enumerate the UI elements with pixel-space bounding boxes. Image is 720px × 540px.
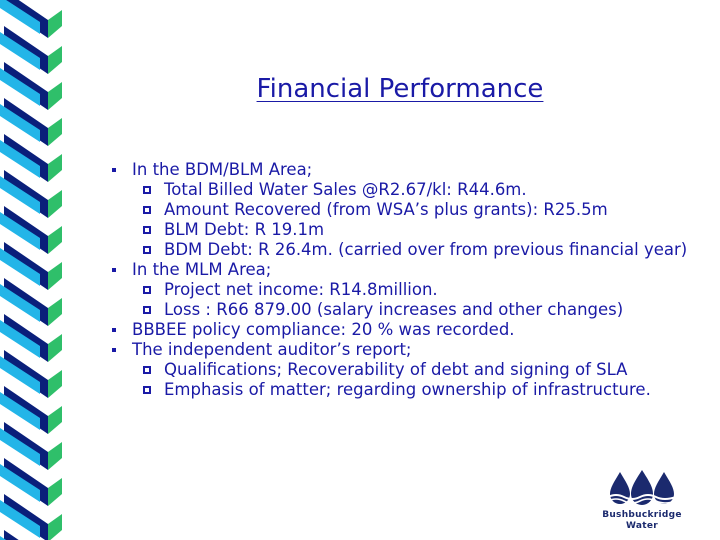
bullet-list xyxy=(112,160,712,400)
square-bullet-icon xyxy=(112,348,116,352)
bullet-bbbee xyxy=(112,320,712,340)
square-bullet-icon xyxy=(143,386,151,394)
sub-bullet-text: Project net income: R14.8million. xyxy=(164,280,438,299)
square-bullet-icon xyxy=(143,246,151,254)
square-bullet-icon xyxy=(112,328,116,332)
sub-bullet xyxy=(112,280,712,300)
logo-text-line2: Water xyxy=(625,521,659,531)
bullet-bdm-blm xyxy=(112,160,712,180)
square-bullet-icon xyxy=(143,306,151,314)
bullet-auditor xyxy=(112,340,712,360)
square-bullet-icon xyxy=(143,366,151,374)
sub-bullet xyxy=(112,180,712,200)
square-bullet-icon xyxy=(112,168,116,172)
square-bullet-icon xyxy=(112,268,116,272)
decorative-ribbon xyxy=(0,0,70,540)
sub-bullet-text: Loss : R66 879.00 (salary increases and other changes) xyxy=(164,300,624,319)
slide-title: Financial Performance xyxy=(256,74,544,104)
sub-bullet-text: Emphasis of matter; regarding ownership of infrastructure. xyxy=(164,380,651,399)
sub-bullet xyxy=(112,240,712,260)
square-bullet-icon xyxy=(143,206,151,214)
sub-bullet xyxy=(112,300,712,320)
sub-bullet xyxy=(112,360,712,380)
bullet-text: In the BDM/BLM Area; xyxy=(132,160,313,179)
square-bullet-icon xyxy=(143,186,151,194)
square-bullet-icon xyxy=(143,226,151,234)
sub-bullet-text: BDM Debt: R 26.4m. (carried over from previous financial year) xyxy=(164,240,688,259)
bullet-text: In the MLM Area; xyxy=(132,260,272,279)
sub-bullet xyxy=(112,380,712,400)
bullet-text: The independent auditor’s report; xyxy=(132,340,412,359)
water-drops-icon xyxy=(582,468,702,508)
bushbuckridge-water-logo xyxy=(582,468,702,534)
sub-bullet xyxy=(112,220,712,240)
sub-bullet-text: Total Billed Water Sales @R2.67/kl: R44.6m. xyxy=(164,180,527,199)
sub-bullet-text: BLM Debt: R 19.1m xyxy=(164,220,325,239)
bullet-text: BBBEE policy compliance: 20 % was recorded. xyxy=(132,320,515,339)
square-bullet-icon xyxy=(143,286,151,294)
logo-text-line1: Bushbuckridge xyxy=(602,510,682,520)
bullet-mlm xyxy=(112,260,712,280)
sub-bullet xyxy=(112,200,712,220)
sub-bullet-text: Amount Recovered (from WSA’s plus grants): R25.5m xyxy=(164,200,608,219)
sub-bullet-text: Qualifications; Recoverability of debt and signing of SLA xyxy=(164,360,628,379)
